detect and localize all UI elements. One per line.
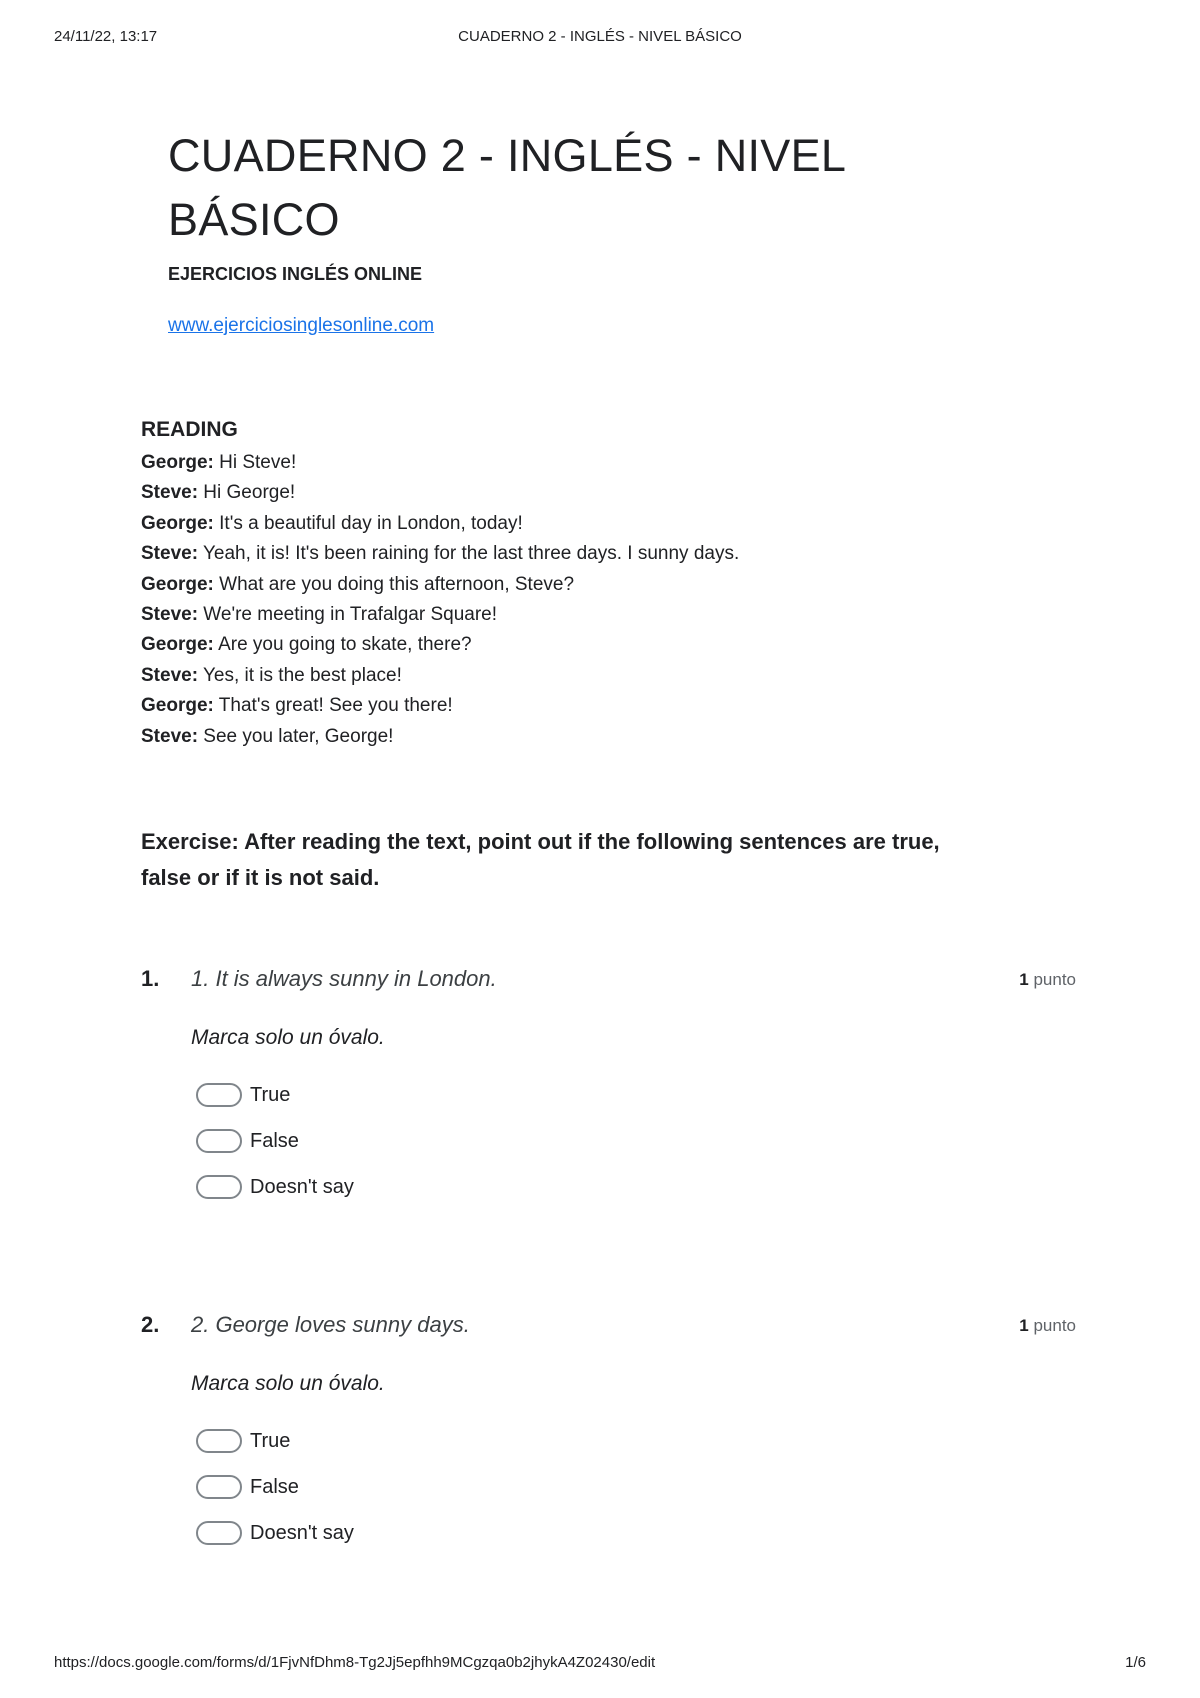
option-label: False — [250, 1475, 299, 1498]
radio-oval[interactable] — [196, 1129, 242, 1153]
speaker-name: Steve: — [141, 543, 199, 565]
radio-oval[interactable] — [196, 1083, 242, 1107]
dialogue-text: It's a beautiful day in London, today! — [213, 512, 523, 534]
points-value: 1 — [1019, 970, 1029, 989]
dialogue-line — [141, 570, 1041, 600]
form-title — [168, 124, 968, 252]
dialogue-line — [141, 722, 1041, 752]
option-label: False — [250, 1129, 299, 1152]
exercise-line2: false or if it is not said. — [141, 865, 380, 890]
option-true[interactable] — [196, 1072, 1076, 1118]
dialogue-text: Hi Steve! — [213, 452, 297, 473]
radio-oval[interactable] — [196, 1521, 242, 1545]
question-text: 1. It is always sunny in London. — [191, 966, 497, 991]
speaker-name: Steve: — [141, 725, 199, 747]
option-false[interactable] — [196, 1118, 1076, 1164]
form-title-line1: CUADERNO 2 - INGLÉS - NIVEL — [168, 130, 847, 181]
dialogue — [141, 448, 1041, 752]
option-label: Doesn't say — [250, 1521, 354, 1544]
question-1 — [141, 966, 1076, 1210]
speaker-name: George: — [141, 634, 214, 656]
points-value: 1 — [1019, 1316, 1029, 1335]
question-points — [1019, 970, 1076, 990]
option-false[interactable] — [196, 1464, 1076, 1510]
speaker-name: Steve: — [141, 482, 199, 504]
dialogue-line — [141, 661, 1041, 691]
print-footer — [54, 1654, 1146, 1676]
speaker-name: George: — [141, 452, 214, 473]
form-title-line2: BÁSICO — [168, 194, 340, 245]
question-hint: Marca solo un óvalo. — [191, 1026, 385, 1049]
question-points — [1019, 1316, 1076, 1336]
speaker-name: George: — [141, 695, 214, 717]
dialogue-line — [141, 448, 1041, 478]
radio-oval[interactable] — [196, 1429, 242, 1453]
option-doesnt-say[interactable] — [196, 1164, 1076, 1210]
form-subtitle: EJERCICIOS INGLÉS ONLINE — [168, 264, 423, 284]
radio-oval[interactable] — [196, 1475, 242, 1499]
option-label: Doesn't say — [250, 1175, 354, 1198]
reading-heading: READING — [141, 418, 238, 441]
question-header — [141, 1312, 1076, 1348]
radio-oval[interactable] — [196, 1175, 242, 1199]
speaker-name: George: — [141, 573, 214, 595]
radio-group — [196, 1072, 1076, 1210]
speaker-name: George: — [141, 512, 214, 534]
dialogue-text: Are you going to skate, there? — [213, 634, 472, 656]
exercise-line1: Exercise: After reading the text, point out if the following sentences are true, — [141, 829, 940, 854]
question-hint: Marca solo un óvalo. — [191, 1372, 385, 1395]
dialogue-line — [141, 691, 1041, 721]
option-doesnt-say[interactable] — [196, 1510, 1076, 1556]
print-datetime: 24/11/22, 13:17 — [54, 28, 158, 45]
question-text: 2. George loves sunny days. — [191, 1312, 470, 1337]
dialogue-line — [141, 539, 1041, 569]
question-2 — [141, 1312, 1076, 1556]
page-number: 1/6 — [1125, 1654, 1146, 1671]
print-url: https://docs.google.com/forms/d/1FjvNfDhm8-Tg2Jj5epfhh9MCgzqa0b2jhykA4Z02430/edit — [54, 1654, 656, 1671]
dialogue-line — [141, 509, 1041, 539]
question-number: 1. — [141, 966, 160, 991]
dialogue-text: See you later, George! — [198, 725, 394, 747]
dialogue-text: Hi George! — [198, 482, 296, 504]
dialogue-text: That's great! See you there! — [213, 695, 453, 717]
dialogue-text: What are you doing this afternoon, Steve? — [213, 573, 575, 595]
form-header — [168, 124, 968, 337]
dialogue-line — [141, 600, 1041, 630]
radio-group — [196, 1418, 1076, 1556]
print-header — [54, 28, 1146, 50]
exercise-instructions — [141, 824, 1071, 896]
points-unit: punto — [1028, 1316, 1076, 1335]
dialogue-text: Yes, it is the best place! — [198, 664, 402, 686]
option-label: True — [250, 1429, 291, 1452]
dialogue-line — [141, 630, 1041, 660]
speaker-name: Steve: — [141, 664, 199, 686]
reading-section — [141, 418, 1041, 752]
dialogue-line — [141, 478, 1041, 508]
speaker-name: Steve: — [141, 604, 199, 626]
option-true[interactable] — [196, 1418, 1076, 1464]
option-label: True — [250, 1083, 291, 1106]
dialogue-text: We're meeting in Trafalgar Square! — [198, 604, 498, 626]
points-unit: punto — [1028, 970, 1076, 989]
print-document-title: CUADERNO 2 - INGLÉS - NIVEL BÁSICO — [458, 28, 742, 45]
website-link[interactable]: www.ejerciciosinglesonline.com — [168, 315, 435, 336]
dialogue-text: Yeah, it is! It's been raining for the last three days. I sunny days. — [198, 543, 740, 565]
question-number: 2. — [141, 1312, 160, 1337]
question-header — [141, 966, 1076, 1002]
